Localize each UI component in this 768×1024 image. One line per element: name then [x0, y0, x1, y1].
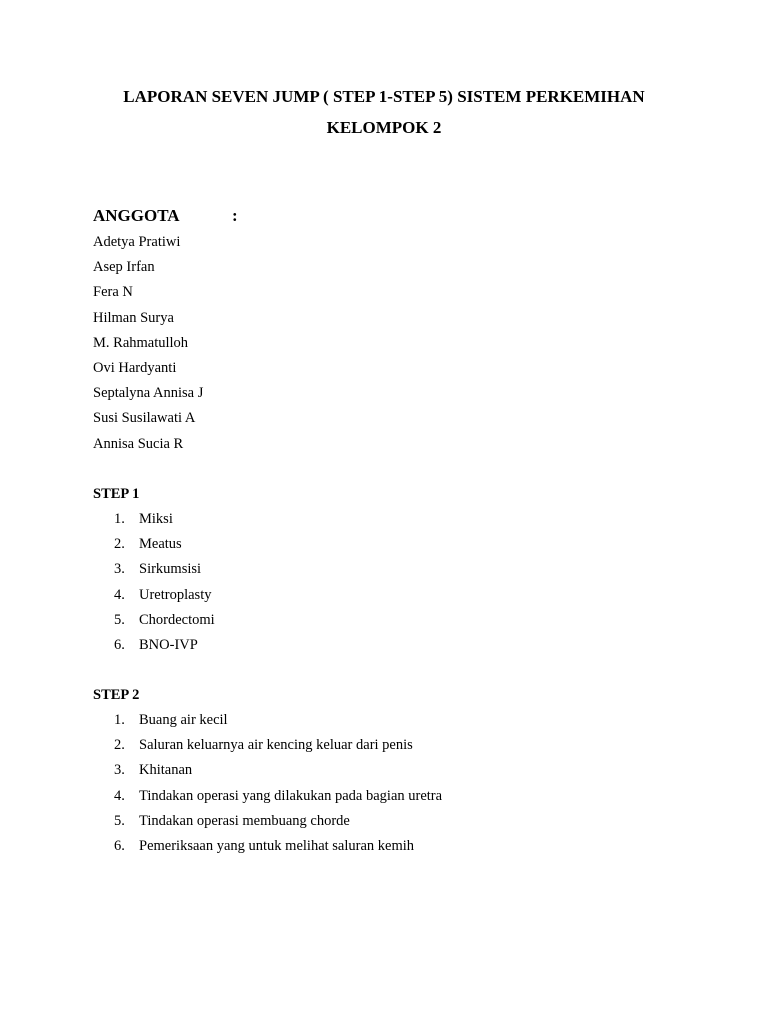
list-item-number: 3.	[114, 762, 125, 779]
list-item	[114, 561, 215, 586]
member-item: Susi Susilawati A	[93, 410, 196, 427]
member-item: M. Rahmatulloh	[93, 334, 189, 351]
anggota-colon: :	[232, 206, 238, 225]
list-item-number: 6.	[114, 636, 125, 653]
list-item-number: 6.	[114, 837, 125, 854]
list-item	[114, 838, 442, 863]
list-item-text: Buang air kecil	[139, 712, 228, 728]
list-item-number: 5.	[114, 611, 125, 628]
member-item: Annisa Sucia R	[93, 435, 184, 452]
document-subtitle: KELOMPOK 2	[326, 118, 442, 137]
list-item-text: BNO-IVP	[139, 636, 198, 653]
list-item	[114, 712, 442, 737]
list-item-number: 1.	[114, 712, 125, 728]
list-item	[114, 587, 215, 612]
list-item-text: Pemeriksaan yang untuk melihat saluran kemih	[139, 837, 415, 854]
list-item-text: Sirkumsisi	[139, 561, 202, 578]
list-item	[114, 612, 215, 637]
list-item-number: 4.	[114, 787, 125, 804]
document-title: LAPORAN SEVEN JUMP ( STEP 1-STEP 5) SISTEM PERKEMIHAN	[123, 87, 645, 106]
list-item-number: 1.	[114, 511, 125, 527]
list-item	[114, 813, 442, 838]
list-item-text: Tindakan operasi membuang chorde	[139, 812, 350, 829]
list-item	[114, 536, 215, 561]
list-item-number: 4.	[114, 586, 125, 603]
member-item: Fera N	[93, 284, 133, 301]
list-item-number: 3.	[114, 561, 125, 578]
list-item-text: Saluran keluarnya air kencing keluar dari penis	[139, 737, 413, 754]
anggota-heading	[93, 206, 238, 226]
member-list	[93, 234, 203, 461]
list-item-number: 5.	[114, 812, 125, 829]
anggota-label: ANGGOTA	[93, 206, 180, 225]
list-item	[114, 637, 215, 662]
list-item-number: 2.	[114, 536, 125, 553]
list-item	[114, 737, 442, 762]
member-item: Asep Irfan	[93, 259, 155, 276]
list-item-text: Miksi	[139, 511, 173, 527]
member-item: Ovi Hardyanti	[93, 359, 177, 376]
member-item: Adetya Pratiwi	[93, 234, 181, 250]
list-item	[114, 788, 442, 813]
list-item-text: Khitanan	[139, 762, 193, 779]
list-item-text: Uretroplasty	[139, 586, 212, 603]
step2-list	[114, 712, 442, 863]
list-item-text: Meatus	[139, 536, 182, 553]
step1-heading: STEP 1	[93, 486, 140, 502]
list-item-text: Chordectomi	[139, 611, 215, 628]
member-item: Hilman Surya	[93, 309, 174, 326]
list-item	[114, 511, 215, 536]
list-item-text: Tindakan operasi yang dilakukan pada bagian uretra	[139, 787, 443, 804]
step2-heading: STEP 2	[93, 687, 140, 703]
list-item	[114, 762, 442, 787]
step1-list	[114, 511, 215, 662]
member-item: Septalyna Annisa J	[93, 385, 204, 402]
list-item-number: 2.	[114, 737, 125, 754]
